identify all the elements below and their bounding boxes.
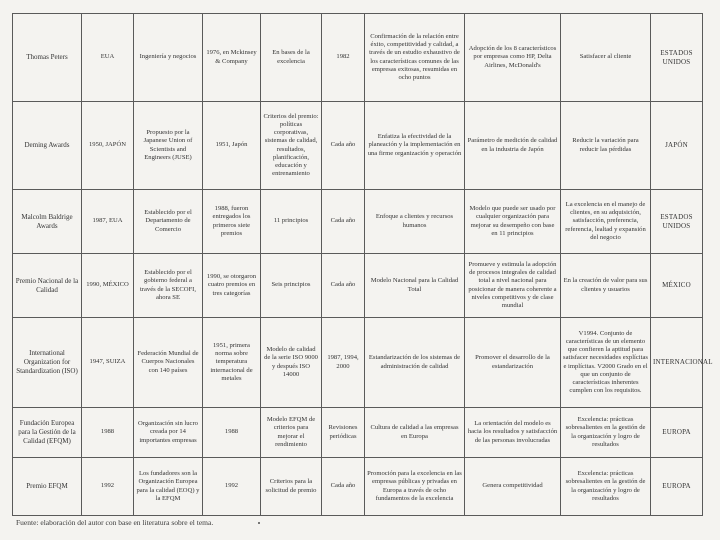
methodology-cell: Promoción para la excelencia en las empresas públicas y privadas en Europa a través de ocho fundamentos de la excelencia — [365, 458, 465, 516]
country-cell: 1987, EUA — [82, 190, 134, 254]
profession-cell: Los fundadores son la Organización Europea para la calidad (EOQ) y la EFQM — [134, 458, 203, 516]
organization-cell: Malcolm Baldrige Awards — [13, 190, 82, 254]
basis-cell: Seis principios — [261, 254, 322, 318]
profession-cell: Organización sin lucro creada por 14 importantes empresas — [134, 408, 203, 458]
area-cell: INTERNACIONAL — [651, 318, 703, 408]
area-cell: ESTADOS UNIDOS — [651, 190, 703, 254]
table-row — [13, 14, 703, 102]
periodicity-cell: Cada año — [322, 102, 365, 190]
area-cell: ESTADOS UNIDOS — [651, 14, 703, 102]
methodology-cell: Enfoque a clientes y recursos humanos — [365, 190, 465, 254]
implementation-cell: Adopción de los 8 característicos por empresas como HP, Delta Airlines, McDonald's — [465, 14, 561, 102]
periodicity-cell: Cada año — [322, 458, 365, 516]
profession-cell: Propuesto por la Japanese Union of Scientists and Engineers (JUSE) — [134, 102, 203, 190]
scan-mark — [258, 522, 260, 524]
profession-cell: Federación Mundial de Cuerpos Nacionales con 140 países — [134, 318, 203, 408]
focus-cell: Excelencia: prácticas sobresalientes en la gestión de la organización y logro de resultados — [561, 458, 651, 516]
implementation-cell: La orientación del modelo es hacia los resultados y satisfacción de las personas involucradas — [465, 408, 561, 458]
basis-cell: En bases de la excelencia — [261, 14, 322, 102]
implementation-cell: Parámetro de medición de calidad en la industria de Japón — [465, 102, 561, 190]
focus-cell: Satisfacer al cliente — [561, 14, 651, 102]
table-row — [13, 254, 703, 318]
area-cell: EUROPA — [651, 458, 703, 516]
year-cell: 1990, se otorgaron cuatro premios en tres categorías — [203, 254, 261, 318]
area-cell: JAPÓN — [651, 102, 703, 190]
basis-cell: 11 principios — [261, 190, 322, 254]
year-cell: 1951, primera norma sobre temperatura internacional de metales — [203, 318, 261, 408]
year-cell: 1988, fueron entregados los primeros siete premios — [203, 190, 261, 254]
year-cell: 1976, en Mckinsey & Company — [203, 14, 261, 102]
country-cell: EUA — [82, 14, 134, 102]
methodology-cell: Confirmación de la relación entre éxito, competitividad y calidad, a través de un estudio exhaustivo de los características comunes de las empresas exitosas, resumidas en ocho puntos — [365, 14, 465, 102]
country-cell: 1992 — [82, 458, 134, 516]
methodology-cell: Modelo Nacional para la Calidad Total — [365, 254, 465, 318]
focus-cell: En la creación de valor para sus clientes y usuarios — [561, 254, 651, 318]
quality-awards-table — [12, 13, 713, 516]
table-row — [13, 190, 703, 254]
basis-cell: Criterios del premio: políticas corporativas, sistemas de calidad, resultados, planificación, educación y entrenamiento — [261, 102, 322, 190]
methodology-cell: Enfatiza la efectividad de la planeación y la implementación en una firme organización y operación — [365, 102, 465, 190]
organization-cell: Thomas Peters — [13, 14, 82, 102]
methodology-cell: Estandarización de los sistemas de administración de calidad — [365, 318, 465, 408]
focus-cell: Excelencia: prácticas sobresalientes en la gestión de la organización y logro de resultados — [561, 408, 651, 458]
periodicity-cell: 1987, 1994, 2000 — [322, 318, 365, 408]
periodicity-cell: Cada año — [322, 254, 365, 318]
country-cell: 1988 — [82, 408, 134, 458]
implementation-cell: Promueve y estimula la adopción de procesos integrales de calidad total a nivel nacional para posicionar de manera coherente a niveles competitivos y de clase mundial — [465, 254, 561, 318]
organization-cell: International Organization for Standardization (ISO) — [13, 318, 82, 408]
year-cell: 1951, Japón — [203, 102, 261, 190]
implementation-cell: Modelo que puede ser usado por cualquier organización para mejorar su desempeño con base en 11 principios — [465, 190, 561, 254]
table-row — [13, 458, 703, 516]
periodicity-cell: Cada año — [322, 190, 365, 254]
periodicity-cell: Revisiones periódicas — [322, 408, 365, 458]
basis-cell: Criterios para la solicitud de premio — [261, 458, 322, 516]
profession-cell: Establecido por el gobierno federal a través de la SECOFI, ahora SE — [134, 254, 203, 318]
table-row — [13, 408, 703, 458]
area-cell: MÉXICO — [651, 254, 703, 318]
focus-cell: La excelencia en el manejo de clientes, en su adquisición, satisfacción, preferencia, referencia, lealtad y expansión del negocio — [561, 190, 651, 254]
footer-note: Fuente: elaboración del autor con base en literatura sobre el tema. — [16, 518, 214, 527]
basis-cell: Modelo EFQM de criterios para mejorar el rendimiento — [261, 408, 322, 458]
organization-cell: Deming Awards — [13, 102, 82, 190]
table-body — [13, 14, 713, 516]
organization-cell: Fundación Europea para la Gestión de la Calidad (EFQM) — [13, 408, 82, 458]
implementation-cell: Genera competitividad — [465, 458, 561, 516]
organization-cell: Premio Nacional de la Calidad — [13, 254, 82, 318]
table-row — [13, 318, 703, 408]
country-cell: 1990, MÉXICO — [82, 254, 134, 318]
methodology-cell: Cultura de calidad a las empresas en Europa — [365, 408, 465, 458]
year-cell: 1988 — [203, 408, 261, 458]
organization-cell: Premio EFQM — [13, 458, 82, 516]
focus-cell: V1994. Conjunto de características de un elemento que confieren la aptitud para satisfacer necesidades explícitas e implícitas. V2000 Grado en el que un conjunto de características inherentes cumplen con los requisitos. — [561, 318, 651, 408]
country-cell: 1950, JAPÓN — [82, 102, 134, 190]
profession-cell: Ingeniería y negocios — [134, 14, 203, 102]
basis-cell: Modelo de calidad de la serie ISO 9000 y después ISO 14000 — [261, 318, 322, 408]
implementation-cell: Promover el desarrollo de la estandarización — [465, 318, 561, 408]
profession-cell: Establecido por el Departamento de Comercio — [134, 190, 203, 254]
year-cell: 1992 — [203, 458, 261, 516]
area-cell: EUROPA — [651, 408, 703, 458]
table-row — [13, 102, 703, 190]
focus-cell: Reducir la variación para reducir las pérdidas — [561, 102, 651, 190]
periodicity-cell: 1982 — [322, 14, 365, 102]
country-cell: 1947, SUIZA — [82, 318, 134, 408]
